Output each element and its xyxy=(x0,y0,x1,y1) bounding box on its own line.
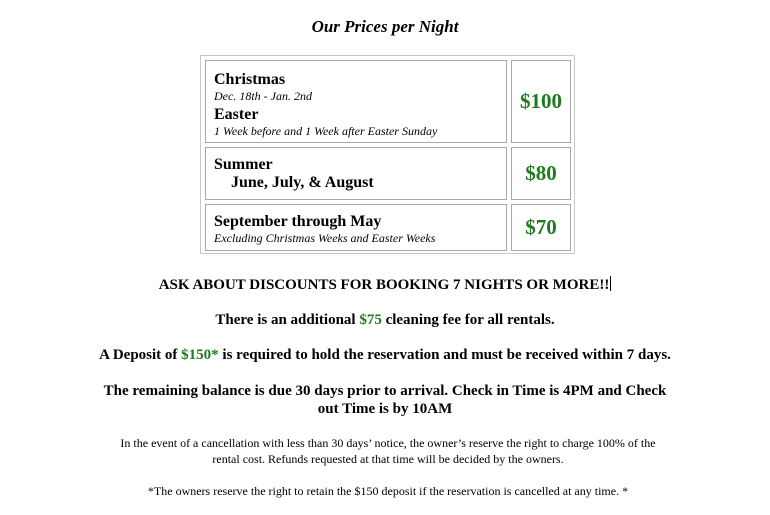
price-holidays: $100 xyxy=(511,60,571,143)
balance-line-2: out Time is by 10AM xyxy=(317,401,453,417)
text-cursor xyxy=(610,276,611,291)
cleaning-fee-amount: $75 xyxy=(359,312,382,328)
page-title: Our Prices per Night xyxy=(311,17,459,36)
deposit-amount: $150* xyxy=(181,347,219,363)
season-name: September through May xyxy=(214,213,382,230)
season-name: Christmas xyxy=(214,71,286,88)
season-dates: Excluding Christmas Weeks and Easter Weeks xyxy=(214,231,436,245)
season-cell-summer xyxy=(205,147,507,200)
deposit-line: A Deposit of $150* is required to hold the reservation and must be received within 7 days. xyxy=(99,347,671,363)
season-dates: 1 Week before and 1 Week after Easter Sunday xyxy=(214,124,438,138)
season-name: Easter xyxy=(214,106,259,123)
discount-notice: ASK ABOUT DISCOUNTS FOR BOOKING 7 NIGHTS OR MORE!! xyxy=(158,277,610,293)
price-offseason: $70 xyxy=(511,204,571,251)
cancellation-policy: In the event of a cancellation with less than 30 days’ notice, the owner’s reserve the right to charge 100% of the rental cost. Refunds requested at that time will be decided by the owners. xyxy=(120,436,656,466)
price-table xyxy=(200,55,575,254)
season-dates: Dec. 18th - Jan. 2nd xyxy=(214,89,312,103)
cleaning-fee-line: There is an additional $75 cleaning fee for all rentals. xyxy=(215,312,555,328)
season-dates: June, July, & August xyxy=(231,174,374,191)
season-name: Summer xyxy=(214,156,273,173)
balance-line-1: The remaining balance is due 30 days prior to arrival. Check in Time is 4PM and Check xyxy=(103,383,667,399)
price-summer: $80 xyxy=(511,147,571,200)
season-cell-holidays xyxy=(205,60,507,143)
season-cell-offseason xyxy=(205,204,507,251)
deposit-footnote: *The owners reserve the right to retain the $150 deposit if the reservation is cancelled at any time. * xyxy=(147,484,629,498)
